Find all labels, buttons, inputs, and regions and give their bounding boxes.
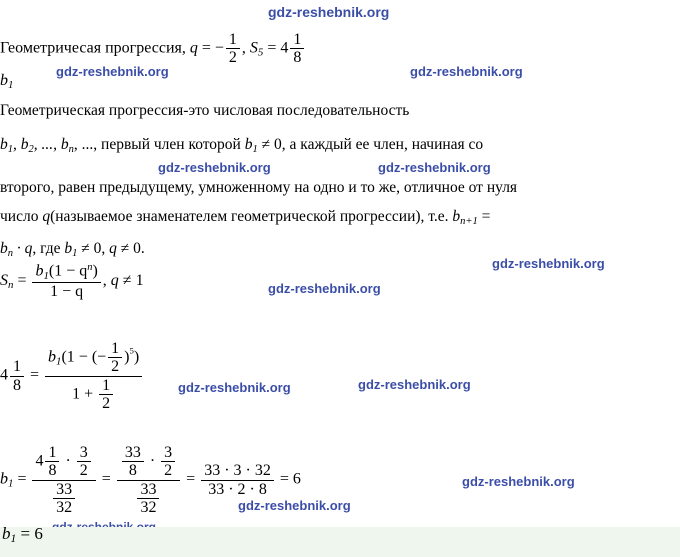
power-five: 5	[129, 345, 134, 356]
substitution-numerator	[45, 340, 142, 377]
answer-line	[2, 524, 43, 545]
watermark: gdz-reshebnik.org	[56, 64, 169, 79]
b-symbol: b	[0, 470, 8, 488]
fraction-one-eighth: $\frac{1}{8}$	[45, 444, 59, 480]
S-symbol: S	[0, 272, 8, 290]
minus-sign: −	[214, 39, 224, 57]
equals-sign-1: =	[13, 470, 31, 488]
definition-line-2	[0, 136, 483, 155]
substitution-fraction	[45, 340, 142, 412]
answer-value: = 6	[16, 524, 43, 543]
b-subscript: 1	[8, 79, 14, 92]
fraction-one-half: $\frac{1}{2}$	[99, 377, 113, 413]
definition-line-4	[0, 208, 490, 227]
multiply-dot: ·	[61, 452, 75, 470]
b1-subscript: 1	[8, 477, 14, 490]
close-paren: )	[92, 262, 98, 280]
fraction-one-eighth: $\frac{1}{8}$	[10, 358, 24, 394]
times-q: · q	[13, 240, 33, 257]
complex-fraction-2-numerator	[117, 444, 180, 481]
expanded-denominator: 33 · 2 · 8	[208, 480, 267, 498]
definition-text-a: , ..., первый член которой	[73, 136, 245, 153]
S-subscript: n	[8, 279, 14, 292]
substitution-denominator	[45, 377, 142, 413]
complex-fraction-2	[117, 444, 180, 516]
not-equal-zero-a: ≠ 0,	[77, 240, 110, 257]
fraction-33-32: $\frac{33}{32}$	[53, 481, 75, 517]
q-symbol: q	[109, 240, 117, 257]
watermark: gdz-reshebnik.org	[238, 498, 351, 513]
definition-line-1: Геометрическая прогрессия-это числовая последовательность	[0, 102, 410, 119]
definition-text-d: (называемое знаменателем геометрической прогрессии), т.е.	[50, 208, 453, 225]
problem-statement	[0, 31, 306, 67]
complex-fraction-1	[32, 444, 95, 516]
complex-fraction-1-numerator	[32, 444, 95, 481]
b1-subscript: 1	[10, 532, 17, 546]
b1-subscript: 1	[72, 247, 78, 259]
bn-subscript: n	[7, 247, 14, 259]
b2-subscript: 2	[28, 143, 34, 155]
fraction-one-eighth: $\frac{1}{8}$	[290, 31, 304, 67]
fraction-one-half: $\frac{1}{2}$	[226, 31, 240, 67]
fraction-33-32: $\frac{33}{32}$	[137, 481, 159, 517]
close-inner-paren: )	[124, 348, 130, 366]
bn-symbol: , ..., b	[33, 136, 69, 153]
b-symbol: b	[64, 240, 73, 257]
definition-line-3: второго, равен предыдущему, умноженному на одно и то же, отличное от нуля	[0, 179, 518, 196]
sum-formula	[0, 262, 144, 301]
b1-subscript: 1	[56, 355, 62, 368]
numerator-text: (1 − q	[48, 262, 88, 280]
watermark: gdz-reshebnik.org	[378, 160, 491, 175]
sum-fraction	[32, 262, 100, 301]
b-symbol: b	[0, 72, 8, 89]
substitution-equation	[0, 340, 144, 412]
bn1-subscript: n+1	[460, 215, 478, 227]
b-subscript: 1	[252, 143, 258, 155]
definition-text-b: , а каждый ее член, начиная со	[281, 136, 484, 153]
b-symbol: b	[452, 208, 461, 225]
S-subscript: 5	[257, 46, 264, 59]
watermark: gdz-reshebnik.org	[268, 281, 381, 296]
answer-highlight-bar	[0, 527, 680, 557]
mixed-integer: 4	[0, 366, 8, 384]
equals-sign-3: =	[182, 470, 200, 488]
close-outer-paren: )	[133, 348, 140, 366]
b-symbol: b	[244, 136, 253, 153]
not-equal-zero-b: ≠ 0.	[116, 240, 145, 257]
complex-fraction-2-denominator	[117, 481, 180, 517]
complex-fraction-1-denominator	[32, 481, 95, 517]
q-symbol: q	[189, 39, 198, 57]
fraction-one-half: $\frac{1}{2}$	[108, 340, 122, 376]
fraction-three-halves: $\frac{3}{2}$	[77, 444, 91, 480]
mixed-four-one-eighth	[35, 444, 61, 480]
unknown-label	[0, 72, 13, 91]
expanded-fraction	[201, 462, 274, 498]
q-not-equal-one: ≠ 1	[118, 272, 144, 290]
equals-sign: =	[26, 366, 44, 384]
b2-symbol: , b	[13, 136, 29, 153]
fraction-33-8: $\frac{33}{8}$	[122, 444, 144, 480]
q-symbol: q	[42, 208, 51, 225]
fraction-three-halves: $\frac{3}{2}$	[161, 444, 175, 480]
final-calculation	[0, 444, 301, 516]
expanded-numerator: 33 · 3 · 32	[201, 462, 274, 480]
equals-sign: =	[197, 39, 215, 57]
definition-text-e: , где	[32, 240, 65, 257]
open-expr: (1 − (−	[61, 348, 107, 366]
watermark: gdz-reshebnik.org	[410, 64, 523, 79]
b-symbol: b	[0, 240, 8, 257]
comma: ,	[241, 39, 250, 57]
q-symbol: q	[110, 272, 119, 290]
n-exponent: n	[87, 262, 93, 273]
S-symbol: S	[249, 39, 258, 57]
denominator-text: 1 +	[72, 384, 98, 402]
b-symbol: b	[0, 136, 8, 153]
sum-denominator: 1 − q	[50, 283, 84, 301]
b1-subscript: 1	[7, 143, 14, 155]
multiply-dot: ·	[145, 452, 160, 470]
sum-numerator	[32, 262, 100, 283]
watermark: gdz-reshebnik.org	[492, 256, 605, 271]
watermark: gdz-reshebnik.org	[158, 160, 271, 175]
not-equal-zero: ≠ 0	[257, 136, 282, 153]
bn-subscript: n	[68, 143, 74, 155]
b-symbol: b	[2, 524, 11, 543]
watermark: gdz-reshebnik.org	[358, 377, 471, 392]
equals-sign-2: =	[97, 470, 115, 488]
comma: ,	[102, 272, 111, 290]
equals-six: = 6	[275, 470, 301, 488]
b-symbol: b	[35, 262, 44, 280]
equals-four: = 4	[263, 39, 289, 57]
equals-sign: =	[13, 272, 31, 290]
b1-subscript: 1	[43, 269, 49, 282]
b-symbol: b	[48, 348, 57, 366]
mixed-number-four-one-eighth	[0, 358, 26, 394]
problem-lead-text: Геометричесая прогрессия,	[0, 39, 190, 57]
watermark: gdz-reshebnik.org	[462, 474, 575, 489]
equals-sign: =	[477, 208, 491, 225]
watermark: gdz-reshebnik.org	[268, 4, 390, 20]
watermark: gdz-reshebnik.org	[178, 380, 291, 395]
definition-text-c: число	[0, 208, 43, 225]
mixed-integer: 4	[35, 452, 44, 470]
definition-line-5	[0, 240, 145, 259]
